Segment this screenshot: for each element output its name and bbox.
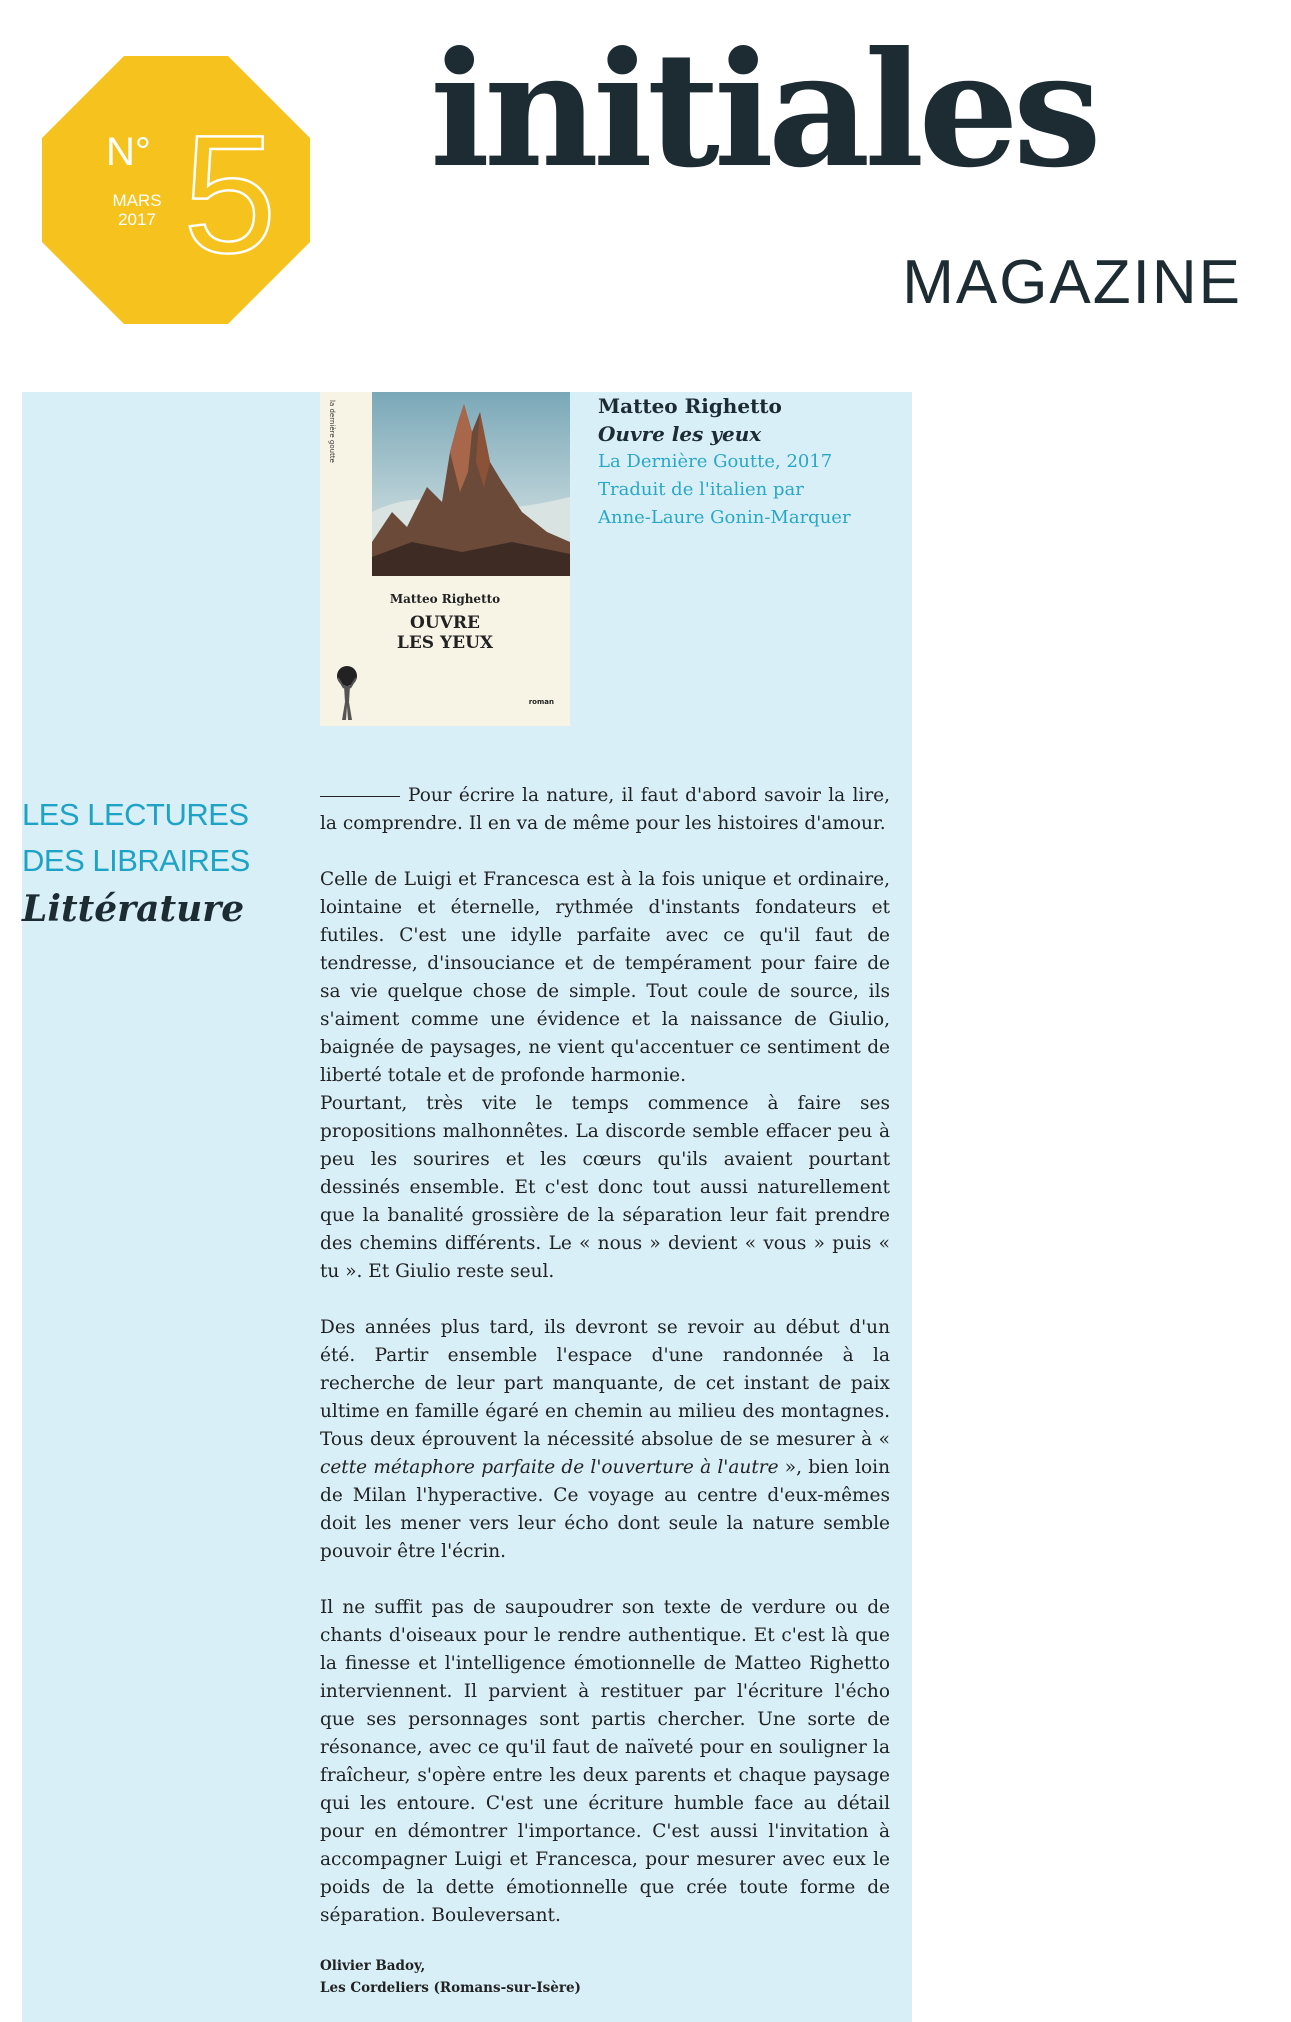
book-publisher: La Dernière Goutte, 2017 (598, 451, 833, 472)
issue-badge (38, 52, 314, 328)
article-paragraph-5: Il ne suffit pas de saupoudrer son texte de verdure ou de chants d'oiseaux pour le rendre authentique. Et c'est là que la finesse et l'intelligence émotionnelle de Matteo Righetto interviennent. Il parvient à restituer par l'écriture l'écho que ses personnages sont partis chercher. Une sorte de résonance, avec ce qu'il faut de naïveté pour en souligner la fraîcheur, s'opère entre les deux parents et chaque paysage qui les entoure. C'est une écriture humble face au détail pour en démontrer l'importance. C'est aussi l'invitation à accompagner Luigi et Francesca, pour mesurer avec eux le poids de la dette émotionnelle que crée toute forme de séparation. Bouleversant. (320, 1597, 890, 1926)
lead-dash (320, 796, 400, 797)
book-title: Ouvre les yeux (598, 422, 762, 446)
issue-date (92, 192, 182, 229)
magazine-subtitle: MAGAZINE (902, 248, 1242, 317)
book-cover (320, 392, 570, 726)
masthead (420, 18, 1250, 317)
article-body (320, 782, 890, 1958)
cover-author: Matteo Righetto (389, 592, 501, 606)
magazine-logo: initiales (430, 18, 1096, 203)
rubric-line1: LES LECTURES (22, 797, 249, 832)
book-info (598, 392, 898, 532)
issue-month: MARS (112, 191, 162, 210)
book-translator: Anne-Laure Gonin-Marquer (598, 507, 851, 528)
section-rubric (22, 792, 282, 934)
cover-genre: roman (528, 698, 554, 706)
cover-photo-mountain (372, 392, 570, 576)
rubric-category: Littérature (22, 888, 245, 930)
rubric-line2: DES LIBRAIRES (22, 843, 250, 878)
article-paragraph-3: Pourtant, très vite le temps commence à faire ses propositions malhonnêtes. La discorde semble effacer peu à peu les sourires et les cœurs qu'ils avaient pourtant dessinés ensemble. Et c'est donc tout aussi naturellement que la banalité grossière de la séparation leur fait prendre des chemins différents. Le « nous » devient « vous » puis « tu ». Et Giulio reste seul. (320, 1093, 890, 1282)
cover-figure-illustration (332, 662, 362, 722)
signature-store: Les Cordeliers (Romans-sur-Isère) (320, 1980, 581, 1996)
signature (320, 1955, 581, 1999)
book-translation-line1: Traduit de l'italien par (598, 479, 804, 500)
article-quote: cette métaphore parfaite de l'ouverture à l'autre (320, 1457, 779, 1478)
article-paragraph-2: Celle de Luigi et Francesca est à la fois unique et ordinaire, lointaine et éternelle, rythmée d'instants fondateurs et futiles. C'est une idylle parfaite avec ce qu'il faut de tendresse, d'insouciance et de tempérament pour faire de sa vie quelque chose de simple. Tout coule de source, ils s'aiment comme une évidence et la naissance de Giulio, baignée de paysages, ne vient qu'accentuer ce sentiment de liberté totale et de profonde harmonie. (320, 869, 890, 1086)
book-author: Matteo Righetto (598, 394, 782, 418)
issue-number: 5 (183, 100, 277, 288)
issue-label: N° (106, 130, 151, 174)
signature-name: Olivier Badoy, (320, 1958, 426, 1974)
article-paragraph-1: Pour écrire la nature, il faut d'abord savoir la lire, la comprendre. Il en va de même pour les histoires d'amour. (320, 785, 890, 834)
article-paragraph-4: Des années plus tard, ils devront se revoir au début d'un été. Partir ensemble l'espace d'une randonnée à la recherche de leur part manquante, de cet instant de paix ultime en famille égaré en chemin au milieu des montagnes. Tous deux éprouvent la nécessité absolue de se mesurer à « cette métaphore parfaite de l'ouverture à l'autre », bien loin de Milan l'hyperactive. Ce voyage au centre d'eux-mêmes doit les mener vers leur écho dont seule la nature semble pouvoir être l'écrin. (320, 1317, 890, 1562)
cover-spine-text: la dernière goutte (328, 400, 336, 463)
cover-title: OUVRE LES YEUX (396, 613, 494, 653)
issue-year: 2017 (118, 209, 156, 229)
